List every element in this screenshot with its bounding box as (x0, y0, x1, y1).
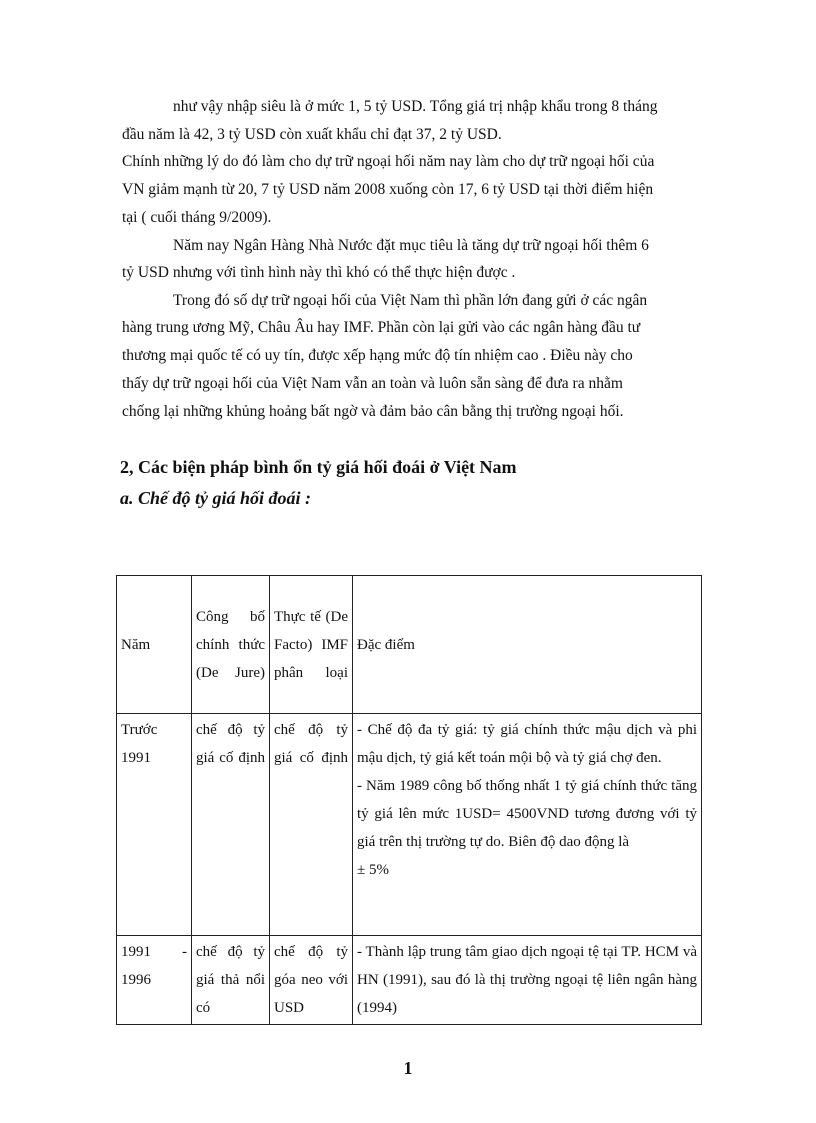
row-features (353, 936, 702, 1025)
paragraph-line: tại ( cuối tháng 9/2009). (122, 209, 272, 226)
row-de-jure: chế độ tỷ giá cố định (192, 714, 270, 936)
paragraph-line: thương mại quốc tế có uy tín, được xếp hạng mức độ tín nhiệm cao . Điều này cho (122, 347, 633, 364)
feature-item: ± 5% (357, 862, 389, 878)
feature-item: - Chế độ đa tỷ giá: tỷ giá chính thức mậu dịch và phi mậu dịch, tỷ giá kết toán mội bộ và tỷ giá chợ đen. (357, 722, 697, 766)
table-row (117, 936, 702, 1025)
table-header-row (117, 576, 702, 714)
row-de-facto: chế độ tỷ góa neo với USD (270, 936, 353, 1025)
table-row (117, 714, 702, 936)
row-de-facto: chế độ tỷ giá cố định (270, 714, 353, 936)
feature-item: - Năm 1989 công bố thống nhất 1 tỷ giá chính thức tăng tỷ giá lên mức 1USD= 4500VND tương đương với tỷ giá trên thị trường tự do. Biên độ dao động là (357, 778, 697, 850)
page-number: 1 (403, 1058, 413, 1078)
feature-item: - Thành lập trung tâm giao dịch ngoại tệ tại TP. HCM và HN (1991), sau đó là thị trường ngoại tệ liên ngân hàng (1994) (357, 944, 697, 1016)
paragraph-line: tỷ USD nhưng với tình hình này thì khó có thể thực hiện được . (122, 264, 516, 281)
row-year: Trước 1991 (117, 714, 192, 936)
paragraph-line: đầu năm là 42, 3 tỷ USD còn xuất khẩu chỉ đạt 37, 2 tỷ USD. (122, 126, 502, 143)
header-de-facto: Thực tế (De Facto) IMF phân loại (270, 576, 353, 714)
row-de-jure: chế độ tỷ giá thả nổi có (192, 936, 270, 1025)
paragraph-line: như vậy nhập siêu là ở mức 1, 5 tỷ USD. Tổng giá trị nhập khẩu trong 8 tháng (173, 98, 658, 115)
paragraph-line: chống lại những khủng hoảng bất ngờ và đảm bảo cân bằng thị trường ngoại hối. (122, 403, 624, 420)
paragraph-line: Năm nay Ngân Hàng Nhà Nước đặt mục tiêu là tăng dự trữ ngoại hối thêm 6 (173, 237, 649, 254)
paragraph-line: thấy dự trữ ngoại hối của Việt Nam vẫn an toàn và luôn sẵn sàng để đưa ra nhằm (122, 375, 623, 392)
exchange-rate-regime-table (116, 575, 702, 1025)
section-heading: 2, Các biện pháp bình ổn tỷ giá hối đoái ở Việt Nam (120, 457, 517, 477)
header-features: Đặc điểm (353, 576, 702, 714)
header-year: Năm (117, 576, 192, 714)
header-de-jure: Công bố chính thức (De Jure) (192, 576, 270, 714)
paragraph-line: hàng trung ương Mỹ, Châu Âu hay IMF. Phần còn lại gửi vào các ngân hàng đầu tư (122, 319, 641, 336)
row-features (353, 714, 702, 936)
paragraph-line: Chính những lý do đó làm cho dự trữ ngoại hối năm nay làm cho dự trữ ngoại hối của (122, 153, 655, 170)
paragraph-line: Trong đó số dự trữ ngoại hối của Việt Nam thì phần lớn đang gửi ở các ngân (173, 292, 648, 309)
paragraph-line: VN giảm mạnh từ 20, 7 tỷ USD năm 2008 xuống còn 17, 6 tỷ USD tại thời điểm hiện (122, 181, 654, 198)
subsection-heading: a. Chế độ tỷ giá hối đoái : (120, 488, 312, 508)
row-year: 1991 - 1996 (117, 936, 192, 1025)
